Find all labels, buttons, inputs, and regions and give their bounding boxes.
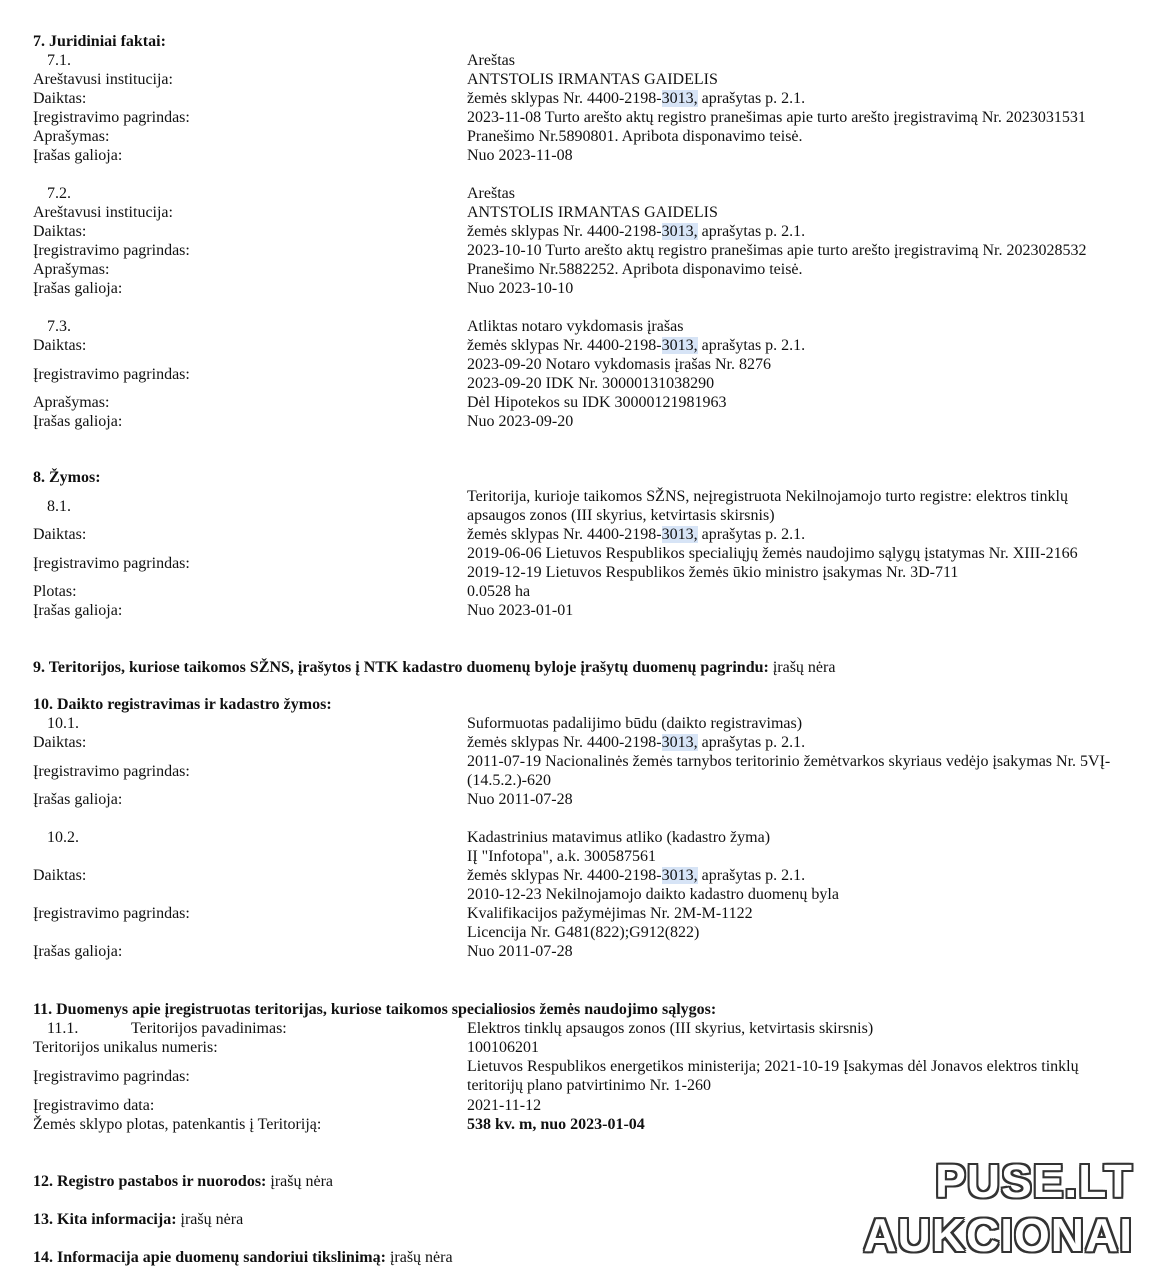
field-value: Nuo 2011-07-28 (467, 943, 573, 960)
field-label: Įregistravimo data: (33, 1097, 155, 1114)
highlighted-number: 3013, (661, 867, 698, 884)
daiktas-text: aprašytas p. 2.1. (697, 90, 806, 107)
section-title-text: 12. Registro pastabos ir nuorodos: (33, 1173, 267, 1190)
section-10-title: 10. Daikto registravimas ir kadastro žymos: (33, 696, 332, 713)
field-value: Nuo 2023-09-20 (467, 413, 574, 430)
field-label: Įregistravimo pagrindas: (33, 109, 190, 126)
daiktas-text: aprašytas p. 2.1. (697, 526, 806, 543)
daiktas-text: žemės sklypas Nr. 4400-2198- (467, 734, 662, 751)
section-13-title (33, 1210, 243, 1229)
field-value: 100106201 (467, 1039, 539, 1056)
field-value: 2019-06-06 Lietuvos Respublikos specialiųjų žemės naudojimo sąlygų įstatymas Nr. XIII-2166 (467, 545, 1078, 562)
field-label: Areštavusi institucija: (33, 204, 173, 221)
highlighted-number: 3013, (661, 526, 698, 543)
field-label: Daiktas: (33, 867, 87, 884)
entry-number: 10.2. (47, 829, 79, 846)
daiktas-text: aprašytas p. 2.1. (697, 223, 806, 240)
field-label: Aprašymas: (33, 128, 110, 145)
field-value: Nuo 2023-11-08 (467, 147, 573, 164)
field-label: Įregistravimo pagrindas: (33, 763, 190, 780)
highlighted-number: 3013, (661, 337, 698, 354)
field-value: 2019-12-19 Lietuvos Respublikos žemės ūkio ministro įsakymas Nr. 3D-711 (467, 564, 959, 581)
highlighted-number: 3013, (661, 223, 698, 240)
entry-number: 7.1. (47, 52, 71, 69)
field-value: Dėl Hipotekos su IDK 30000121981963 (467, 394, 727, 411)
field-label: Įrašas galioja: (33, 147, 123, 164)
field-label: Daiktas: (33, 223, 87, 240)
entry-type: Kadastrinius matavimus atliko (kadastro žyma) (467, 829, 771, 846)
field-value (467, 222, 1127, 241)
section-9-title (33, 658, 835, 677)
daiktas-text: aprašytas p. 2.1. (697, 337, 806, 354)
field-value: 2023-10-10 Turto arešto aktų registro pranešimas apie turto arešto įregistravimą Nr. 2023028532 (467, 242, 1087, 259)
no-records-text: įrašų nėra (176, 1211, 244, 1228)
field-label: Areštavusi institucija: (33, 71, 173, 88)
field-value: ANTSTOLIS IRMANTAS GAIDELIS (467, 204, 718, 221)
entry-number: 11.1. (47, 1020, 79, 1037)
field-label: Įrašas galioja: (33, 602, 123, 619)
field-value: 2023-09-20 IDK Nr. 30000131038290 (467, 375, 715, 392)
field-value: 2023-11-08 Turto arešto aktų registro pranešimas apie turto arešto įregistravimą Nr. 2023031531 (467, 109, 1086, 126)
field-label: Įrašas galioja: (33, 943, 123, 960)
field-label: Daiktas: (33, 90, 87, 107)
field-label: Daiktas: (33, 526, 87, 543)
field-label: Teritorijos pavadinimas: (131, 1020, 287, 1037)
field-value: Pranešimo Nr.5890801. Apribota disponavimo teisė. (467, 128, 803, 145)
firm-name: IĮ "Infotopa", a.k. 300587561 (467, 848, 657, 865)
field-value: ANTSTOLIS IRMANTAS GAIDELIS (467, 71, 718, 88)
entry-type: Suformuotas padalijimo būdu (daikto registravimas) (467, 715, 803, 732)
field-value: Lietuvos Respublikos energetikos ministerija; 2021-10-19 Įsakymas dėl Jonavos elektros tinklų teritorijų plano patvirtinimo Nr. 1-260 (467, 1058, 1079, 1094)
field-label: Daiktas: (33, 337, 87, 354)
daiktas-text: žemės sklypas Nr. 4400-2198- (467, 337, 662, 354)
daiktas-text: aprašytas p. 2.1. (697, 867, 806, 884)
section-14-title (33, 1248, 453, 1267)
daiktas-text: žemės sklypas Nr. 4400-2198- (467, 90, 662, 107)
field-label: Įregistravimo pagrindas: (33, 555, 190, 572)
field-value: 0.0528 ha (467, 583, 531, 600)
no-records-text: įrašų nėra (266, 1173, 334, 1190)
daiktas-text: žemės sklypas Nr. 4400-2198- (467, 223, 662, 240)
no-records-text: įrašų nėra (768, 659, 836, 676)
field-label: Daiktas: (33, 734, 87, 751)
field-value (467, 89, 1127, 108)
field-label: Įregistravimo pagrindas: (33, 905, 190, 922)
field-value: Nuo 2023-01-01 (467, 602, 574, 619)
field-label: Įrašas galioja: (33, 791, 123, 808)
field-label: Įregistravimo pagrindas: (33, 242, 190, 259)
field-value (467, 525, 1127, 544)
field-label: Aprašymas: (33, 394, 110, 411)
field-label: Žemės sklypo plotas, patenkantis į Teritoriją: (33, 1116, 322, 1133)
field-value (467, 336, 1127, 355)
no-records-text: įrašų nėra (385, 1249, 453, 1266)
field-value: 538 kv. m, nuo 2023-01-04 (467, 1116, 645, 1133)
watermark-line-1: PUSE.LT (935, 1155, 1133, 1207)
section-11-title: 11. Duomenys apie įregistruotas teritorijas, kuriose taikomos specialiosios žemės naudojimo sąlygos: (33, 1001, 717, 1018)
section-8-title: 8. Žymos: (33, 469, 101, 486)
field-value: Nuo 2011-07-28 (467, 791, 573, 808)
highlighted-number: 3013, (661, 734, 698, 751)
daiktas-text: aprašytas p. 2.1. (697, 734, 806, 751)
field-value: 2021-11-12 (467, 1097, 542, 1114)
field-value: Licencija Nr. G481(822);G912(822) (467, 924, 700, 941)
daiktas-text: žemės sklypas Nr. 4400-2198- (467, 526, 662, 543)
entry-type: Areštas (467, 185, 515, 202)
section-title-text: 13. Kita informacija: (33, 1211, 177, 1228)
entry-number: 7.2. (47, 185, 71, 202)
field-value: Kvalifikacijos pažymėjimas Nr. 2M-M-1122 (467, 905, 753, 922)
section-title-text: 9. Teritorijos, kuriose taikomos SŽNS, įrašytos į NTK kadastro duomenų byloje įrašytų duomenų pagrindu: (33, 659, 769, 676)
section-12-title (33, 1172, 333, 1191)
section-title-text: 14. Informacija apie duomenų sandoriui tikslinimą: (33, 1249, 386, 1266)
field-value: 2011-07-19 Nacionalinės žemės tarnybos teritorinio žemėtvarkos skyriaus vedėjo įsakymas Nr. 5VĮ-(14.5.2.)-620 (467, 753, 1111, 789)
field-value: 2023-09-20 Notaro vykdomasis įrašas Nr. 8276 (467, 356, 771, 373)
field-label: Plotas: (33, 583, 77, 600)
entry-number: 10.1. (47, 715, 79, 732)
field-value: 2010-12-23 Nekilnojamojo daikto kadastro duomenų byla (467, 886, 839, 903)
highlighted-number: 3013, (661, 90, 698, 107)
watermark-line-2: AUKCIONAI (863, 1209, 1133, 1261)
field-label: Įrašas galioja: (33, 280, 123, 297)
entry-type: Areštas (467, 52, 515, 69)
entry-number: 7.3. (47, 318, 71, 335)
field-value: Pranešimo Nr.5882252. Apribota disponavimo teisė. (467, 261, 803, 278)
entry-type: Atliktas notaro vykdomasis įrašas (467, 318, 684, 335)
field-label: Aprašymas: (33, 261, 110, 278)
field-label: Teritorijos unikalus numeris: (33, 1039, 218, 1056)
entry-number: 8.1. (47, 498, 71, 515)
field-value (467, 866, 1127, 885)
field-value: Elektros tinklų apsaugos zonos (III skyrius, ketvirtasis skirsnis) (467, 1020, 874, 1037)
field-value (467, 733, 1127, 752)
field-value: Nuo 2023-10-10 (467, 280, 574, 297)
section-7-title: 7. Juridiniai faktai: (33, 33, 166, 50)
field-label: Įrašas galioja: (33, 413, 123, 430)
field-label: Įregistravimo pagrindas: (33, 366, 190, 383)
entry-type: Teritorija, kurioje taikomos SŽNS, neįregistruota Nekilnojamojo turto registre: elektros tinklų apsaugos zonos (III skyrius, ketvirtasis skirsnis) (467, 488, 1068, 524)
field-label: Įregistravimo pagrindas: (33, 1068, 190, 1085)
daiktas-text: žemės sklypas Nr. 4400-2198- (467, 867, 662, 884)
